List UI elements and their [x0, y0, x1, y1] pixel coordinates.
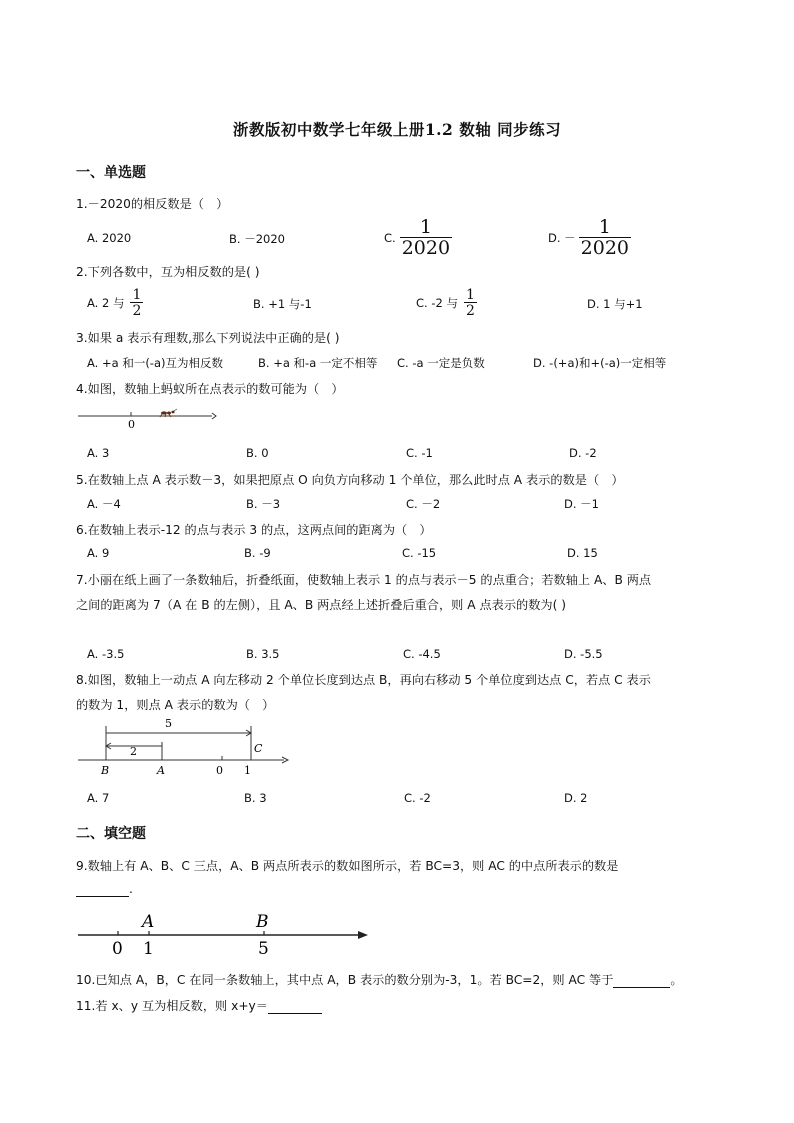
- section-heading-fill-blank: 二、填空题: [76, 826, 146, 842]
- question-10-stem: [76, 971, 683, 988]
- q1-option-d-label: D. －: [548, 231, 576, 245]
- fraction-denominator: 2: [465, 303, 475, 319]
- origin-label: 0: [128, 418, 135, 431]
- point-c-label: C: [254, 742, 263, 755]
- origin-label: 0: [216, 764, 223, 777]
- q10-text: 10.已知点 A，B，C 在同一条数轴上，其中点 A，B 表示的数分别为-3，1。若 BC=2，则 AC 等于: [76, 973, 614, 987]
- one-label: 1: [143, 939, 154, 959]
- fraction: [579, 218, 631, 258]
- q2-option-d: D. 1 与+1: [587, 297, 643, 311]
- question-8-stem-line2: 的数为 1，则点 A 表示的数为（ ）: [76, 698, 275, 712]
- q8-option-a: A. 7: [87, 791, 110, 805]
- q4-option-a: A. 3: [87, 446, 110, 460]
- point-a-label: A: [142, 912, 155, 932]
- q8-option-c: C. -2: [404, 791, 431, 805]
- fraction: [464, 288, 477, 318]
- question-8-stem-line1: 8.如图，数轴上一动点 A 向左移动 2 个单位长度到达点 B，再向右移动 5 个单位度到达点 C，若点 C 表示: [76, 673, 651, 687]
- q2-option-a: [87, 288, 143, 318]
- q7-option-d: D. -5.5: [564, 647, 603, 661]
- fraction-denominator: 2020: [401, 237, 451, 259]
- q10-end-mark: 。: [670, 973, 683, 987]
- q1-option-c: [384, 218, 452, 258]
- q5-option-c: C. －2: [406, 497, 441, 511]
- q8-option-b: B. 3: [244, 791, 267, 805]
- page-title: 浙教版初中数学七年级上册1.2 数轴 同步练习: [232, 120, 562, 139]
- distance-five-label: 5: [165, 717, 172, 730]
- q5-option-a: A. －4: [87, 497, 121, 511]
- distance-two-label: 2: [130, 745, 137, 758]
- point-b-label: B: [101, 764, 110, 777]
- arrow-icon: [358, 931, 368, 939]
- q2-option-c: [416, 288, 477, 318]
- q1-option-b: B. －2020: [229, 232, 285, 246]
- q5-option-d: D. －1: [564, 497, 599, 511]
- question-7-stem-line1: 7.小丽在纸上画了一条数轴后，折叠纸面，使数轴上表示 1 的点与表示－5 的点重合；若数轴上 A、B 两点: [76, 573, 652, 587]
- q6-option-c: C. -15: [402, 546, 437, 560]
- five-label: 5: [258, 939, 269, 959]
- q1-option-c-label: C.: [384, 231, 396, 245]
- question-4-stem: 4.如图，数轴上蚂蚁所在点表示的数可能为（ ）: [76, 382, 344, 396]
- q2-option-b: B. +1 与-1: [253, 297, 312, 311]
- question-2-stem: 2.下列各数中，互为相反数的是( ): [76, 265, 260, 279]
- q11-text: 11.若 x、y 互为相反数，则 x+y＝: [76, 999, 268, 1013]
- q7-option-c: C. -4.5: [403, 647, 441, 661]
- q6-option-d: D. 15: [567, 546, 598, 560]
- question-3-stem: 3.如果 a 表示有理数,那么下列说法中正确的是( ): [76, 331, 340, 345]
- q7-option-b: B. 3.5: [246, 647, 280, 661]
- q4-option-d: D. -2: [569, 446, 597, 460]
- one-label: 1: [244, 764, 251, 777]
- q4-option-c: C. -1: [406, 446, 433, 460]
- q3-option-a: A. +a 和一(-a)互为相反数: [87, 356, 223, 370]
- q4-option-b: B. 0: [246, 446, 269, 460]
- question-7-stem-line2: 之间的距离为 7（A 在 B 的左侧），且 A、B 两点经上述折叠后重合，则 A 点表示的数为( ): [76, 598, 566, 612]
- question-9-stem-line1: 9.数轴上有 A、B、C 三点，A、B 两点所表示的数如图所示，若 BC=3，则 AC 的中点所表示的数是: [76, 859, 619, 873]
- answer-blank: [613, 973, 670, 988]
- q1-option-d: [548, 218, 631, 258]
- question-5-stem: 5.在数轴上点 A 表示数－3，如果把原点 O 向负方向移动 1 个单位，那么此时点 A 表示的数是（ ）: [76, 473, 624, 487]
- q9-number-line-figure: [76, 908, 376, 960]
- fraction-numerator: 1: [132, 287, 142, 303]
- section-heading-single-choice: 一、单选题: [76, 165, 146, 181]
- q7-option-a: A. -3.5: [87, 647, 125, 661]
- q2-option-c-label: C. -2 与: [416, 296, 458, 310]
- question-6-stem: 6.在数轴上表示-12 的点与表示 3 的点，这两点间的距离为（ ）: [76, 523, 432, 537]
- question-1-stem: 1.－2020的相反数是（ ）: [76, 197, 229, 211]
- fraction-numerator: 1: [465, 287, 475, 303]
- q3-option-b: B. +a 和-a 一定不相等: [258, 356, 378, 370]
- origin-label: 0: [112, 939, 123, 959]
- fraction: [130, 288, 143, 318]
- q3-option-d: D. -(+a)和+(-a)一定相等: [533, 356, 667, 370]
- fraction-numerator: 1: [419, 216, 432, 238]
- fraction-denominator: 2: [132, 303, 142, 319]
- q3-option-c: C. -a 一定是负数: [397, 356, 485, 370]
- q2-option-a-label: A. 2 与: [87, 296, 125, 310]
- q9-period: .: [129, 882, 133, 896]
- q4-number-line-figure: [76, 403, 226, 433]
- answer-blank: [268, 999, 322, 1014]
- arrow-icon: [212, 413, 216, 419]
- point-b-label: B: [256, 912, 269, 932]
- question-9-answer-line: [76, 882, 133, 897]
- q6-option-a: A. 9: [87, 546, 110, 560]
- point-a-label: A: [157, 764, 165, 777]
- q5-option-b: B. －3: [246, 497, 281, 511]
- q8-option-d: D. 2: [564, 791, 588, 805]
- fraction-denominator: 2020: [580, 237, 630, 259]
- q8-number-line-figure: [76, 715, 296, 780]
- q6-option-b: B. -9: [244, 546, 271, 560]
- fraction: [400, 218, 452, 258]
- question-11-stem: [76, 997, 322, 1014]
- fraction-numerator: 1: [598, 216, 611, 238]
- answer-blank: [76, 882, 129, 897]
- q1-option-a: A. 2020: [87, 231, 132, 245]
